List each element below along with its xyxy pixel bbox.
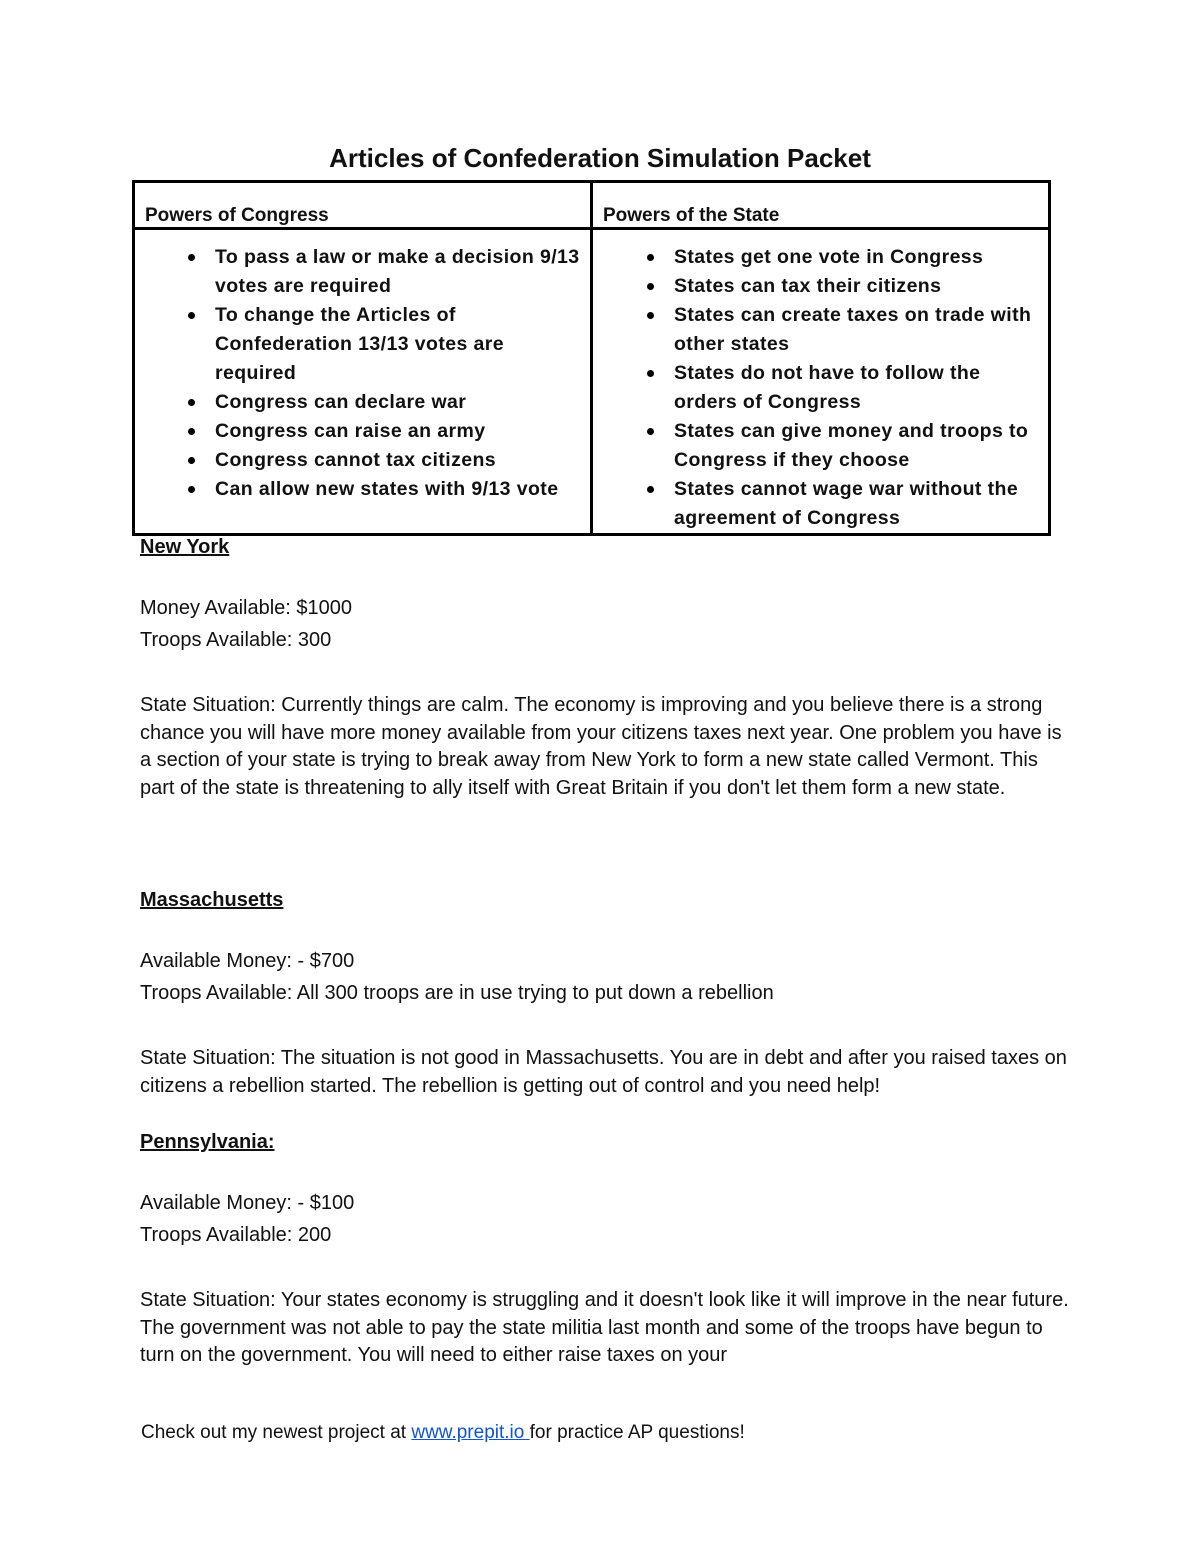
- list-item: States cannot wage war without the agreement of Congress: [674, 475, 1044, 533]
- list-item: Can allow new states with 9/13 vote: [215, 475, 584, 504]
- footer-text: for practice AP questions!: [529, 1422, 745, 1443]
- state-name: New York: [140, 536, 230, 558]
- state-situation: State Situation: Currently things are calm. The economy is improving and you believe there is a strong chance you will have more money available from your citizens taxes next year. One problem you have is a section of your state is trying to break away from New York to form a new state called Vermont. This part of the state is threatening to ally itself with Great Britain if you don't let them form a new state.: [140, 694, 1062, 799]
- list-item: States get one vote in Congress: [674, 243, 1044, 272]
- money-available: Available Money: - $100: [140, 1192, 355, 1214]
- list-item: To change the Articles of Confederation 13/13 votes are required: [215, 301, 584, 388]
- list-item: States can tax their citizens: [674, 272, 1044, 301]
- troops-available: Troops Available: All 300 troops are in use trying to put down a rebellion: [140, 982, 774, 1004]
- money-available: Money Available: $1000: [140, 597, 353, 619]
- footer-note: [141, 1422, 745, 1444]
- page-title: Articles of Confederation Simulation Packet: [329, 143, 871, 173]
- troops-available: Troops Available: 300: [140, 629, 332, 651]
- state-powers-cell: [592, 229, 1050, 535]
- congress-powers-list: [135, 230, 590, 504]
- state-situation: State Situation: Your states economy is struggling and it doesn't look like it will improve in the near future. The government was not able to pay the state militia last month and some of the troops have begun to turn on the government. You will need to either raise taxes on your: [140, 1289, 1069, 1366]
- state-section-massachusetts: [140, 885, 1070, 1100]
- list-item: Congress cannot tax citizens: [215, 446, 584, 475]
- list-item: States can give money and troops to Congress if they choose: [674, 417, 1044, 475]
- state-situation: State Situation: The situation is not good in Massachusetts. You are in debt and after you raised taxes on citizens a rebellion started. The rebellion is getting out of control and you need help!: [140, 1047, 1067, 1097]
- state-name: Massachusetts: [140, 889, 284, 911]
- list-item: Congress can declare war: [215, 388, 584, 417]
- money-available: Available Money: - $700: [140, 950, 355, 972]
- state-powers-list: [593, 230, 1048, 533]
- state-powers-header: Powers of the State: [592, 182, 1050, 229]
- list-item: Congress can raise an army: [215, 417, 584, 446]
- list-item: States do not have to follow the orders of Congress: [674, 359, 1044, 417]
- powers-table: [132, 180, 1051, 536]
- congress-powers-cell: [134, 229, 592, 535]
- state-name: Pennsylvania:: [140, 1131, 275, 1153]
- footer-text: Check out my newest project at: [141, 1422, 412, 1443]
- state-section-new-york: [140, 532, 1070, 802]
- prepit-link[interactable]: www.prepit.io: [411, 1422, 530, 1443]
- congress-powers-header: Powers of Congress: [134, 182, 592, 229]
- list-item: States can create taxes on trade with other states: [674, 301, 1044, 359]
- troops-available: Troops Available: 200: [140, 1224, 332, 1246]
- list-item: To pass a law or make a decision 9/13 votes are required: [215, 243, 584, 301]
- state-section-pennsylvania: [140, 1127, 1070, 1370]
